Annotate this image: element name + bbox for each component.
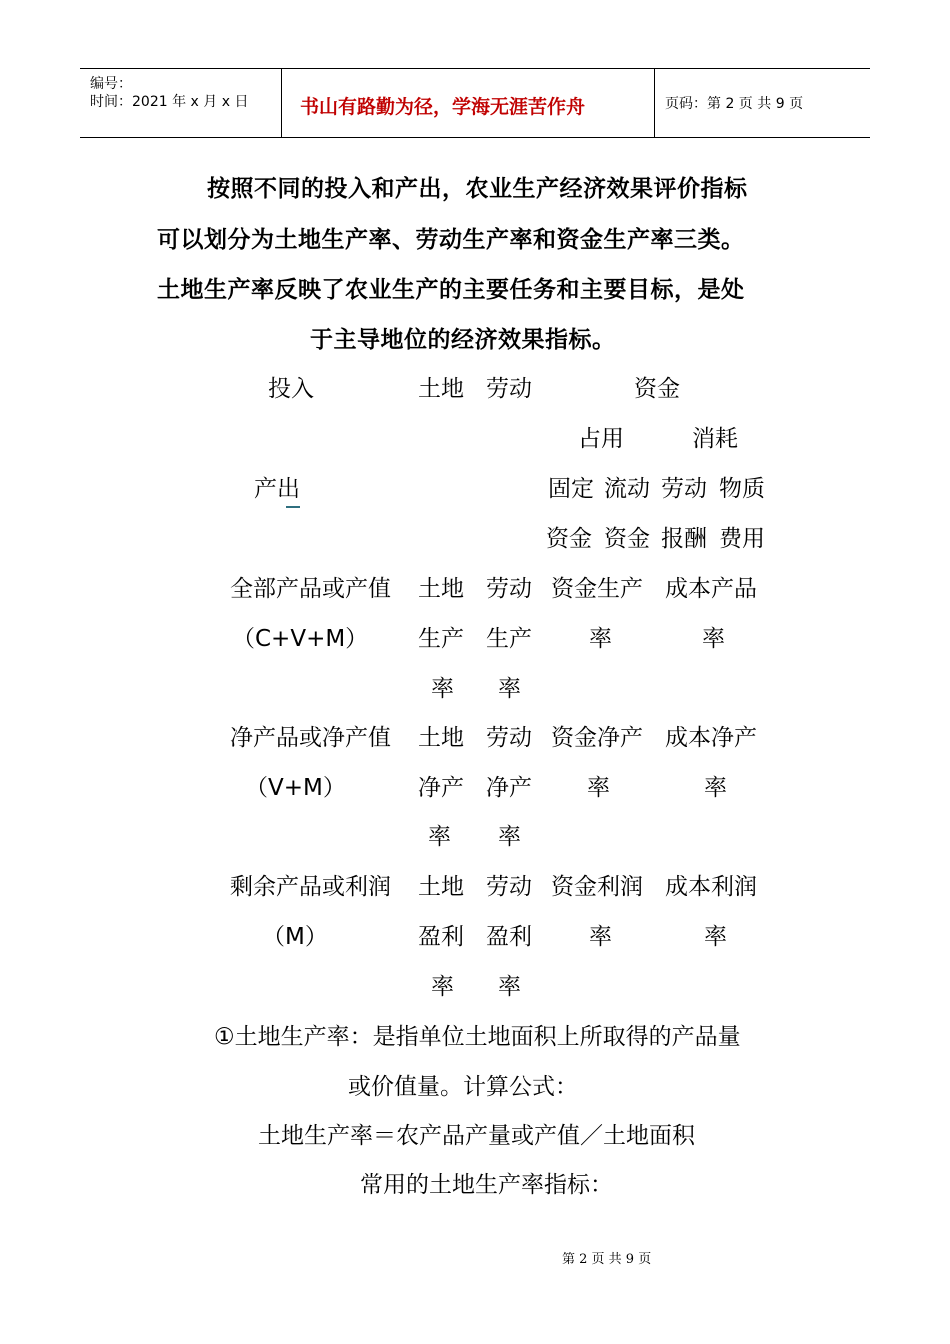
body-line: 或价值量。计算公式： — [348, 1074, 578, 1100]
formula-line: 土地生产率＝农产品产量或产值／土地面积 — [258, 1123, 695, 1149]
table-cell: 土地 — [418, 725, 464, 751]
table-cell: 率 — [498, 824, 521, 850]
header-time: 时间：2021 年 x 月 x 日 — [90, 94, 249, 110]
table-cell: 盈利 — [418, 924, 464, 950]
table-cell: 率 — [704, 775, 727, 801]
table-cell: 率 — [431, 676, 454, 702]
table-sub-flow: 流动 — [604, 476, 650, 502]
table-cell: 资金利润 — [551, 874, 643, 900]
table-sub-material: 物质 — [719, 476, 765, 502]
header-motto: 书山有路勤为径，学海无涯苦作舟 — [300, 96, 586, 118]
table-cell: 劳动 — [486, 874, 532, 900]
intro-line: 土地生产率反映了农业生产的主要任务和主要目标，是处 — [157, 277, 745, 303]
table-cell: 盈利 — [486, 924, 532, 950]
table-col-labor: 劳动 — [486, 376, 532, 402]
table-cell: 土地 — [418, 576, 464, 602]
table-row-label: （C+V+M） — [232, 626, 369, 652]
table-row-label: 全部产品或产值 — [230, 576, 391, 602]
table-cell: 劳动 — [486, 725, 532, 751]
header-table — [80, 68, 870, 138]
table-cell: 率 — [431, 974, 454, 1000]
table-cell: 成本利润 — [665, 874, 757, 900]
body-line: 常用的土地生产率指标： — [360, 1172, 613, 1198]
table-cell: 率 — [589, 626, 612, 652]
table-col-consume: 消耗 — [692, 426, 738, 452]
table-cell: 率 — [498, 974, 521, 1000]
table-sub-pay: 报酬 — [661, 526, 707, 552]
table-cell: 成本净产 — [665, 725, 757, 751]
table-row-label: （M） — [262, 924, 328, 950]
table-sub-material: 费用 — [719, 526, 765, 552]
table-cell: 资金净产 — [551, 725, 643, 751]
table-sub-fixed: 固定 — [548, 476, 594, 502]
header-divider — [654, 69, 655, 137]
page-footer: 第 2 页 共 9 页 — [562, 1252, 652, 1267]
table-cell: 生产 — [486, 626, 532, 652]
header-divider — [281, 69, 282, 137]
table-cell: 率 — [428, 824, 451, 850]
table-col-occupy: 占用 — [578, 426, 624, 452]
table-input-label: 投入 — [268, 376, 314, 402]
table-row-label: （V+M） — [245, 775, 346, 801]
table-output-label: 产出 — [254, 476, 300, 502]
table-sub-fixed: 资金 — [546, 526, 592, 552]
table-sub-pay: 劳动 — [661, 476, 707, 502]
table-row-label: 净产品或净产值 — [230, 725, 391, 751]
table-cell: 净产 — [418, 775, 464, 801]
body-line: ①土地生产率：是指单位土地面积上所取得的产品量 — [214, 1024, 741, 1050]
table-cell: 生产 — [418, 626, 464, 652]
table-col-land: 土地 — [418, 376, 464, 402]
header-number-label: 编号： — [90, 76, 132, 92]
table-cell: 净产 — [486, 775, 532, 801]
intro-line: 于主导地位的经济效果指标。 — [310, 327, 616, 353]
table-cell: 成本产品 — [665, 576, 757, 602]
header-page-info: 页码：第 2 页 共 9 页 — [665, 96, 804, 112]
table-col-capital: 资金 — [634, 376, 680, 402]
table-cell: 率 — [498, 676, 521, 702]
table-cell: 率 — [704, 924, 727, 950]
table-cell: 率 — [702, 626, 725, 652]
table-sub-flow: 资金 — [604, 526, 650, 552]
table-cell: 劳动 — [486, 576, 532, 602]
table-row-label: 剩余产品或利润 — [230, 874, 391, 900]
intro-line: 按照不同的投入和产出，农业生产经济效果评价指标 — [207, 176, 748, 202]
table-cell: 率 — [589, 924, 612, 950]
intro-line: 可以划分为土地生产率、劳动生产率和资金生产率三类。 — [157, 227, 745, 253]
table-cell: 土地 — [418, 874, 464, 900]
table-cell: 率 — [587, 775, 610, 801]
table-cell: 资金生产 — [551, 576, 643, 602]
text-cursor-mark — [286, 506, 300, 508]
